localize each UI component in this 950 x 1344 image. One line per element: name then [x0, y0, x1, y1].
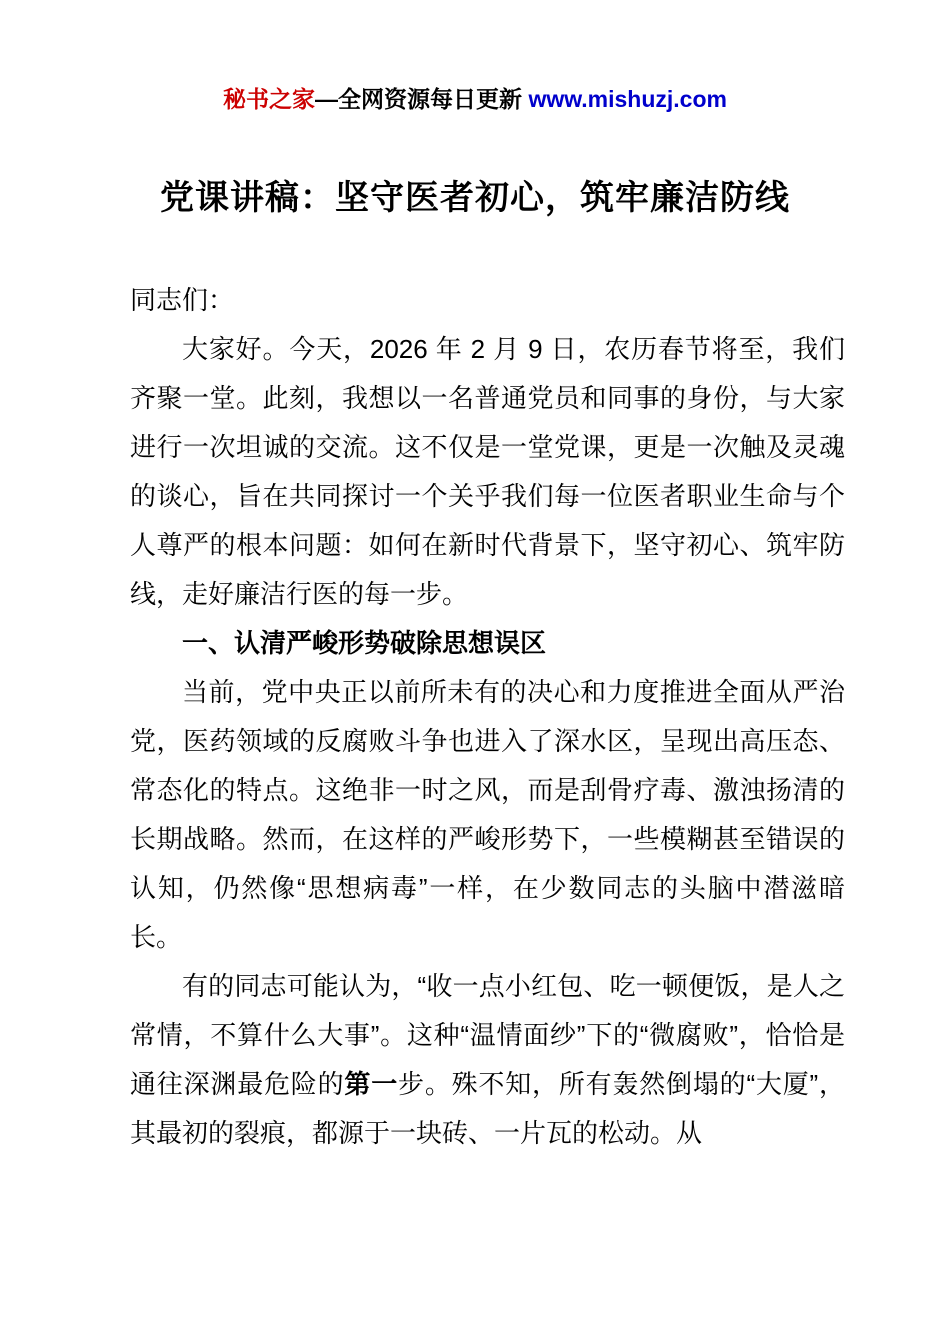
site-brand: 秘书之家	[223, 86, 316, 112]
bold-text-segment: 第一	[344, 1069, 399, 1099]
text-segment: 有的同志可能认为，“收一点小红包、吃一顿便饭，是人之常情，不算什么大事”。这种“温情面纱”下的“微腐败”，恰恰是通往深渊最危险的	[130, 971, 845, 1099]
site-tagline: —全网资源每日更新	[315, 86, 529, 112]
document-title: 党课讲稿：坚守医者初心，筑牢廉洁防线	[160, 179, 790, 217]
paragraph	[130, 962, 845, 1158]
text-segment: 同志们：	[130, 285, 235, 315]
paragraph	[130, 668, 845, 962]
paragraph	[130, 276, 845, 325]
document-body	[130, 276, 845, 1158]
site-header	[0, 84, 950, 114]
text-segment: 一、认清严峻形势破除思想误区	[182, 628, 547, 658]
site-url-link[interactable]: www.mishuzj.com	[528, 86, 727, 112]
paragraph	[130, 325, 845, 619]
text-segment: 当前，党中央正以前所未有的决心和力度推进全面从严治党，医药领域的反腐败斗争也进入了深水区，呈现出高压态、常态化的特点。这绝非一时之风，而是刮骨疗毒、激浊扬清的长期战略。然而，在这样的严峻形势下，一些模糊甚至错误的认知，仍然像“思想病毒”一样，在少数同志的头脑中潜滋暗长。	[130, 677, 845, 952]
text-segment: 步。殊不知，所有轰然倒塌的“大厦”，其最初的裂痕，都源于一块砖、一片瓦的松动。从	[130, 1069, 845, 1148]
section-heading	[130, 619, 845, 668]
text-segment: 大家好。今天，2026 年 2 月 9 日，农历春节将至，我们齐聚一堂。此刻，我想以一名普通党员和同事的身份，与大家进行一次坦诚的交流。这不仅是一堂党课，更是一次触及灵魂的谈心，旨在共同探讨一个关乎我们每一位医者职业生命与个人尊严的根本问题：如何在新时代背景下，坚守初心、筑牢防线，走好廉洁行医的每一步。	[130, 334, 845, 609]
